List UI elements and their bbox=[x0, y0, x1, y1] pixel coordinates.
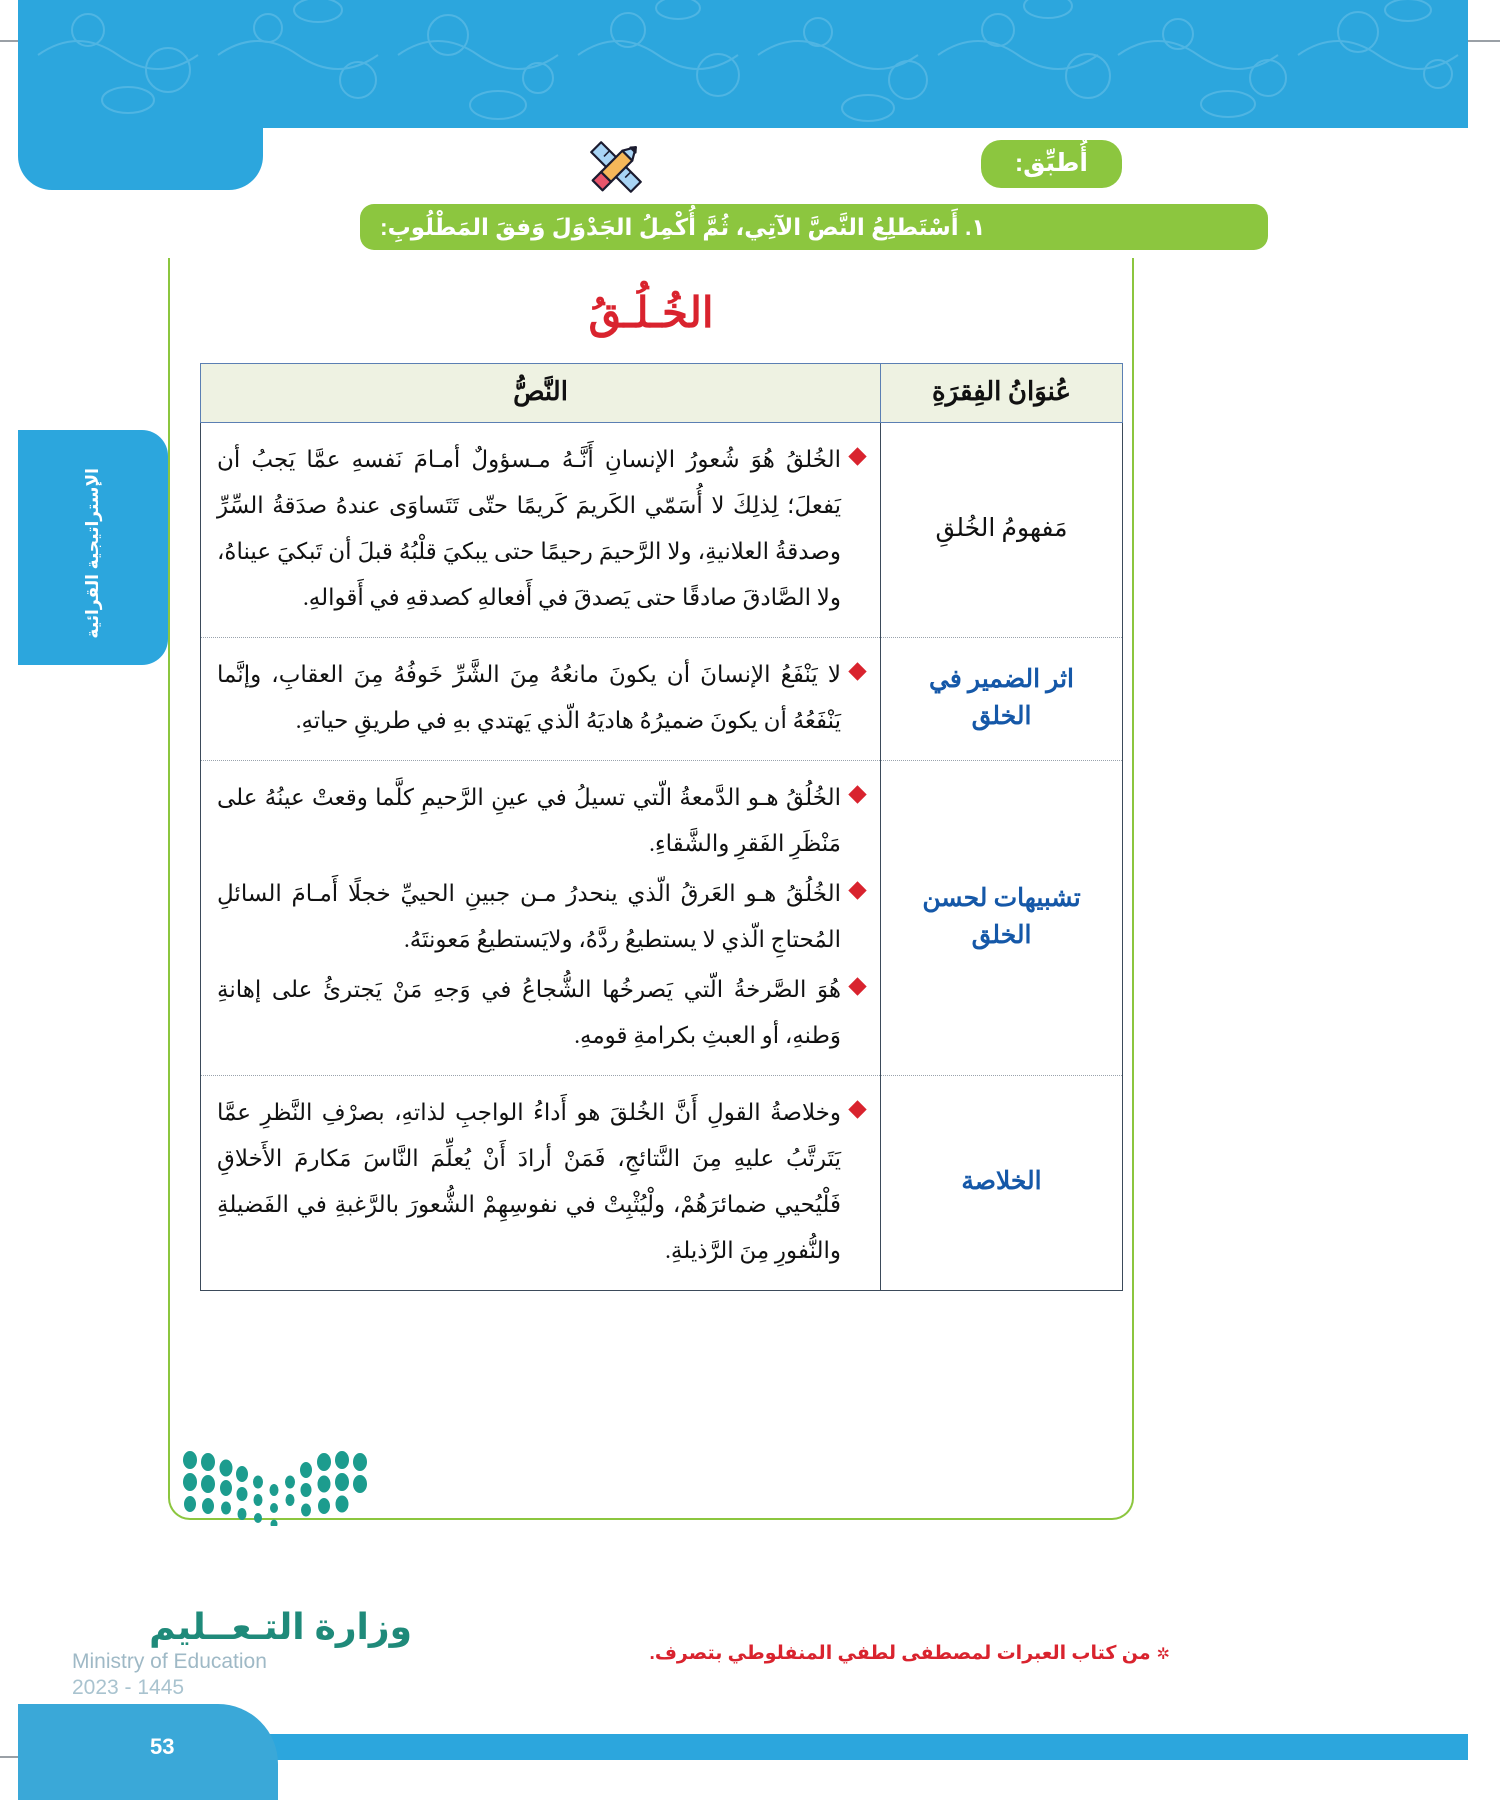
bullet-text: هُوَ الصَّرخةُ الّتي يَصرخُها الشُّجاعُ في وَجهِ مَنْ يَجترئُ على إهانةِ وَطنهِ، أو العبثِ بكرامةِ قومهِ. bbox=[217, 977, 841, 1048]
diamond-bullet-icon bbox=[848, 1100, 866, 1118]
instruction-bar: ١. أَسْتَطلِعُ النَّصَّ الآتِي، ثُمَّ أُكْمِلُ الجَدْوَلَ وَفقَ المَطْلُوبِ: bbox=[360, 204, 1268, 250]
bullet-text: الخُلُقُ هـو العَرقُ الّذي ينحدرُ مـن جبينِ الحييِّ خجلًا أَمـامَ السائلِ المُحتاجِ الّذي لا يستطيعُ ردَّهُ، ولايَستطيعُ مَعونتَهُ. bbox=[217, 881, 841, 952]
bullet-text: وخلاصةُ القولِ أَنَّ الخُلقَ هو أَداءُ الواجبِ لذاتهِ، بصرْفِ النَّظرِ عمَّا يَتَرتَّبُ عليهِ مِنَ النَّتائجِ، فَمَنْ أرادَ أَنْ يُعلِّمَ النَّاسَ مَكارمَ الأَخلاقِ فَلْيُحيي ضمائرَهُمْ، ولْيُثْبِتْ في نفوسِهِمْ الشُّعورَ بالرَّغبةِ في الفَضيلةِ والنُّفورِ مِنَ الرَّذيلةِ. bbox=[217, 1100, 841, 1263]
table-row bbox=[201, 423, 1123, 638]
bullet-text: الخُلقُ هُوَ شُعورُ الإنسانِ أَنَّـهُ مـسؤولٌ أمـامَ نَفسهِ عمَّا يَجبُ أن يَفعلَ؛ لِذلِكَ لا أُسَمّي الكَريمَ كَريمًا حتّى تَتَساوَى عندهُ صدَقةُ السِّرِّ وصدقةُ العلانيةِ، ولا الرَّحيمَ رحيمًا حتى يبكيَ قلْبُهُ قبلَ أن تَبكيَ عيناهُ، ولا الصَّادقَ صادقًا حتى يَصدقَ في أَفعالهِ كصدقهِ في أَقوالهِ. bbox=[217, 447, 841, 610]
pencil-ruler-icon bbox=[580, 136, 652, 198]
table-row bbox=[201, 761, 1123, 1076]
diamond-bullet-icon bbox=[848, 881, 866, 899]
vision-2030-dots-logo bbox=[178, 1448, 388, 1526]
bullet-text: الخُلُقُ هـو الدَّمعةُ الّتي تسيلُ في عينِ الرَّحيمِ كلَّما وقعتْ عينُهُ على مَنْظَرِ الفَقرِ والشَّقاءِ. bbox=[217, 785, 841, 856]
paragraph-text-cell bbox=[201, 423, 881, 638]
table-header-row bbox=[201, 364, 1123, 423]
table-header bbox=[201, 364, 1123, 423]
bottom-corner-tab bbox=[18, 1704, 278, 1800]
paragraph-text-cell bbox=[201, 1076, 881, 1291]
paragraph-text-cell bbox=[201, 761, 881, 1076]
footnote-text: من كتاب العبرات لمصطفى لطفي المنفلوطي بتصرف. bbox=[649, 1643, 1151, 1664]
bullet-item bbox=[217, 775, 864, 867]
bullet-item bbox=[217, 967, 864, 1059]
top-banner-tab bbox=[18, 128, 263, 190]
ministry-name-ar: وزارة التـعــليم bbox=[149, 1606, 412, 1647]
ministry-name-en: Ministry of Education bbox=[72, 1650, 267, 1673]
page-number: 53 bbox=[150, 1734, 175, 1759]
bullet-text: لا يَنْفَعُ الإنسانَ أن يكونَ مانعُهُ مِنَ الشَّرِّ خَوفُهُ مِنَ العقابِ، وإنَّما يَنْفَعُهُ أن يكونَ ضميرُهُ هاديَهُ الّذي يَهتدي بهِ في طريقِ حياتهِ. bbox=[217, 662, 841, 733]
asterisk-icon: ✲ bbox=[1156, 1646, 1170, 1663]
bullet-item bbox=[217, 1090, 864, 1274]
bullet-item bbox=[217, 871, 864, 963]
sidebar-strategy-label: الإستراتيجية القرائية bbox=[83, 467, 102, 639]
table-row bbox=[201, 638, 1123, 761]
sidebar-strategy-tab bbox=[18, 430, 168, 665]
footnote bbox=[650, 1642, 1170, 1665]
top-banner bbox=[18, 0, 1468, 128]
page-title: الخُـلُـقُ bbox=[588, 291, 714, 337]
header-paragraph-title: عُنوَانُ الفِقرَةِ bbox=[881, 364, 1123, 423]
diamond-bullet-icon bbox=[848, 662, 866, 680]
table-body bbox=[201, 423, 1123, 1291]
paragraph-title-cell: تشبيهات لحسن الخلق bbox=[881, 761, 1123, 1076]
text-analysis-table bbox=[200, 363, 1123, 1291]
ministry-logo bbox=[72, 1606, 412, 1700]
paragraph-text-cell bbox=[201, 638, 881, 761]
banner-notch bbox=[263, 128, 1468, 190]
paragraph-title-cell: اثر الضمير في الخلق bbox=[881, 638, 1123, 761]
bullet-item bbox=[217, 437, 864, 621]
header-text: النَّصُّ bbox=[201, 364, 881, 423]
paragraph-title-cell: الخلاصة bbox=[881, 1076, 1123, 1291]
diamond-bullet-icon bbox=[848, 977, 866, 995]
ministry-year: 2023 - 1445 bbox=[72, 1676, 185, 1699]
banner-pattern bbox=[18, 0, 1468, 128]
diamond-bullet-icon bbox=[848, 447, 866, 465]
bullet-item bbox=[217, 652, 864, 744]
apply-section-label: أُطبِّق: bbox=[981, 140, 1122, 188]
diamond-bullet-icon bbox=[848, 785, 866, 803]
paragraph-title-cell: مَفهومُ الخُلقِ bbox=[881, 423, 1123, 638]
table-row bbox=[201, 1076, 1123, 1291]
